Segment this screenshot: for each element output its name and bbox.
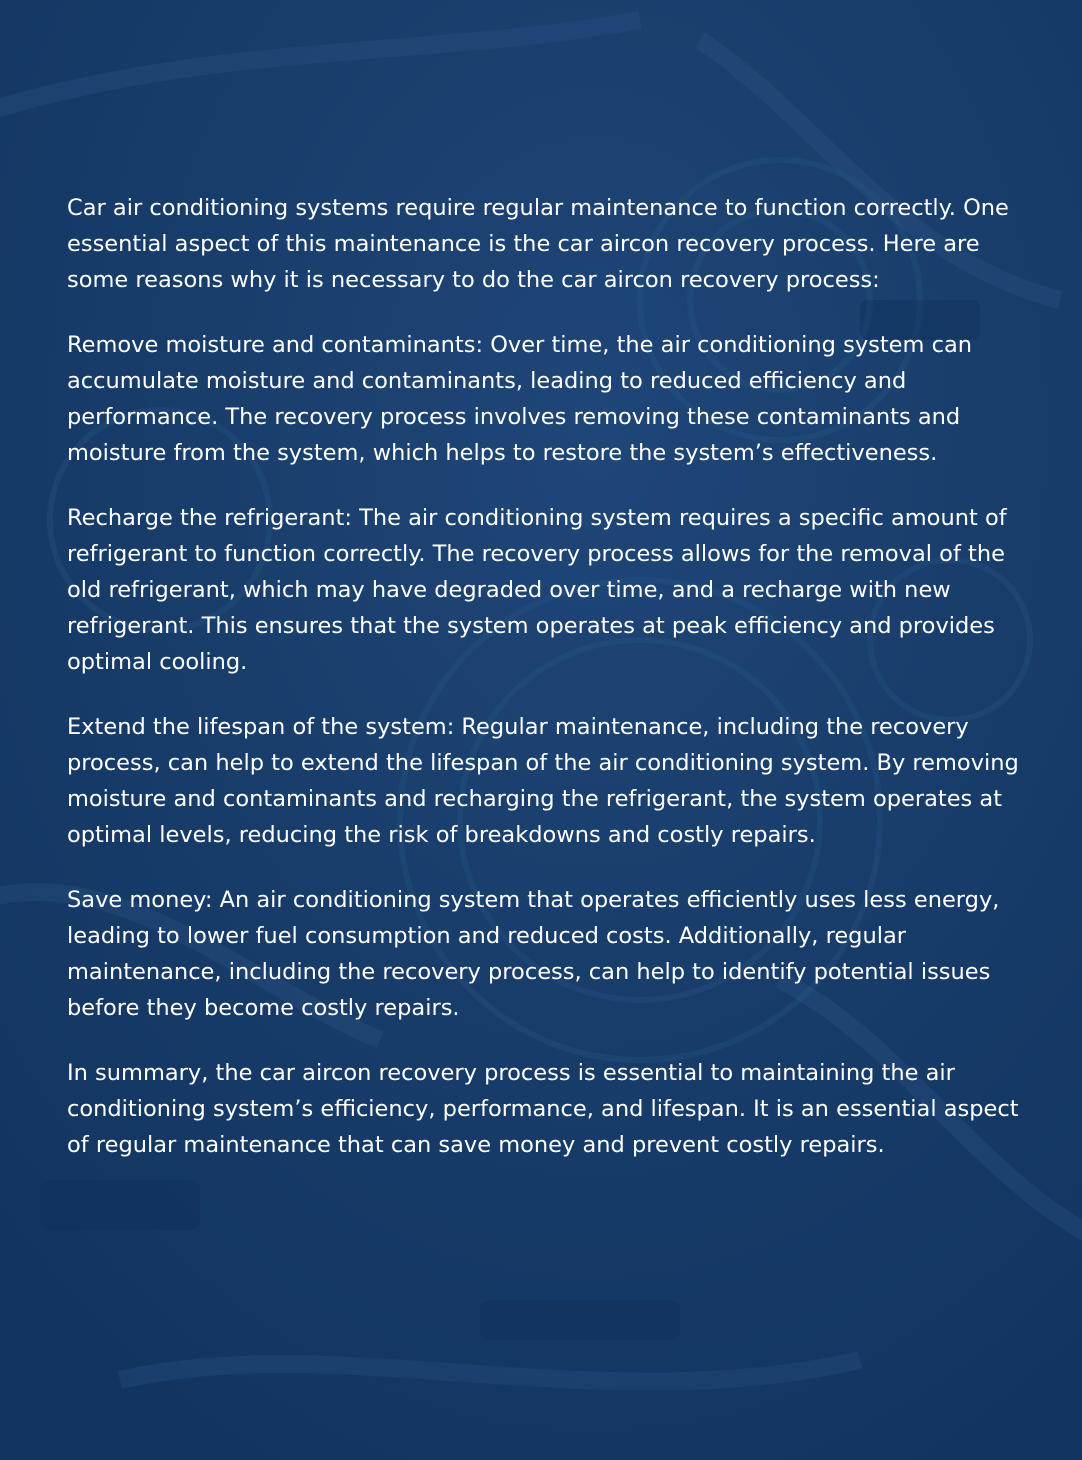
intro-paragraph: Car air conditioning systems require regular maintenance to function correctly. One essential aspect of this maintenance is the car aircon recovery process. Here are some reasons why it is necessary to do the car aircon recovery process: <box>67 195 1009 293</box>
save-money-paragraph: Save money: An air conditioning system that operates efficiently uses less energy, leading to lower fuel consumption and reduced costs. Additionally, regular maintenance, including the recovery process, can help to identify potential issues before they become costly repairs. <box>67 887 1000 1021</box>
summary-paragraph: In summary, the car aircon recovery process is essential to maintaining the air conditioning system’s efficiency, performance, and lifespan. It is an essential aspect of regular maintenance that can save money and prevent costly repairs. <box>67 1060 1019 1158</box>
moisture-paragraph: Remove moisture and contaminants: Over time, the air conditioning system can accumulate moisture and contaminants, leading to reduced efficiency and performance. The recovery process involves removing these contaminants and moisture from the system, which helps to restore the system’s effectiveness. <box>67 332 973 466</box>
lifespan-paragraph: Extend the lifespan of the system: Regular maintenance, including the recovery process, can help to extend the lifespan of the air conditioning system. By removing moisture and contaminants and recharging the refrigerant, the system operates at optimal levels, reducing the risk of breakdowns and costly repairs. <box>67 714 1019 848</box>
refrigerant-paragraph: Recharge the refrigerant: The air conditioning system requires a specific amount of refrigerant to function correctly. The recovery process allows for the removal of the old refrigerant, which may have degraded over time, and a recharge with new refrigerant. This ensures that the system operates at peak efficiency and provides optimal cooling. <box>67 505 1007 675</box>
article-body <box>67 190 1027 1192</box>
